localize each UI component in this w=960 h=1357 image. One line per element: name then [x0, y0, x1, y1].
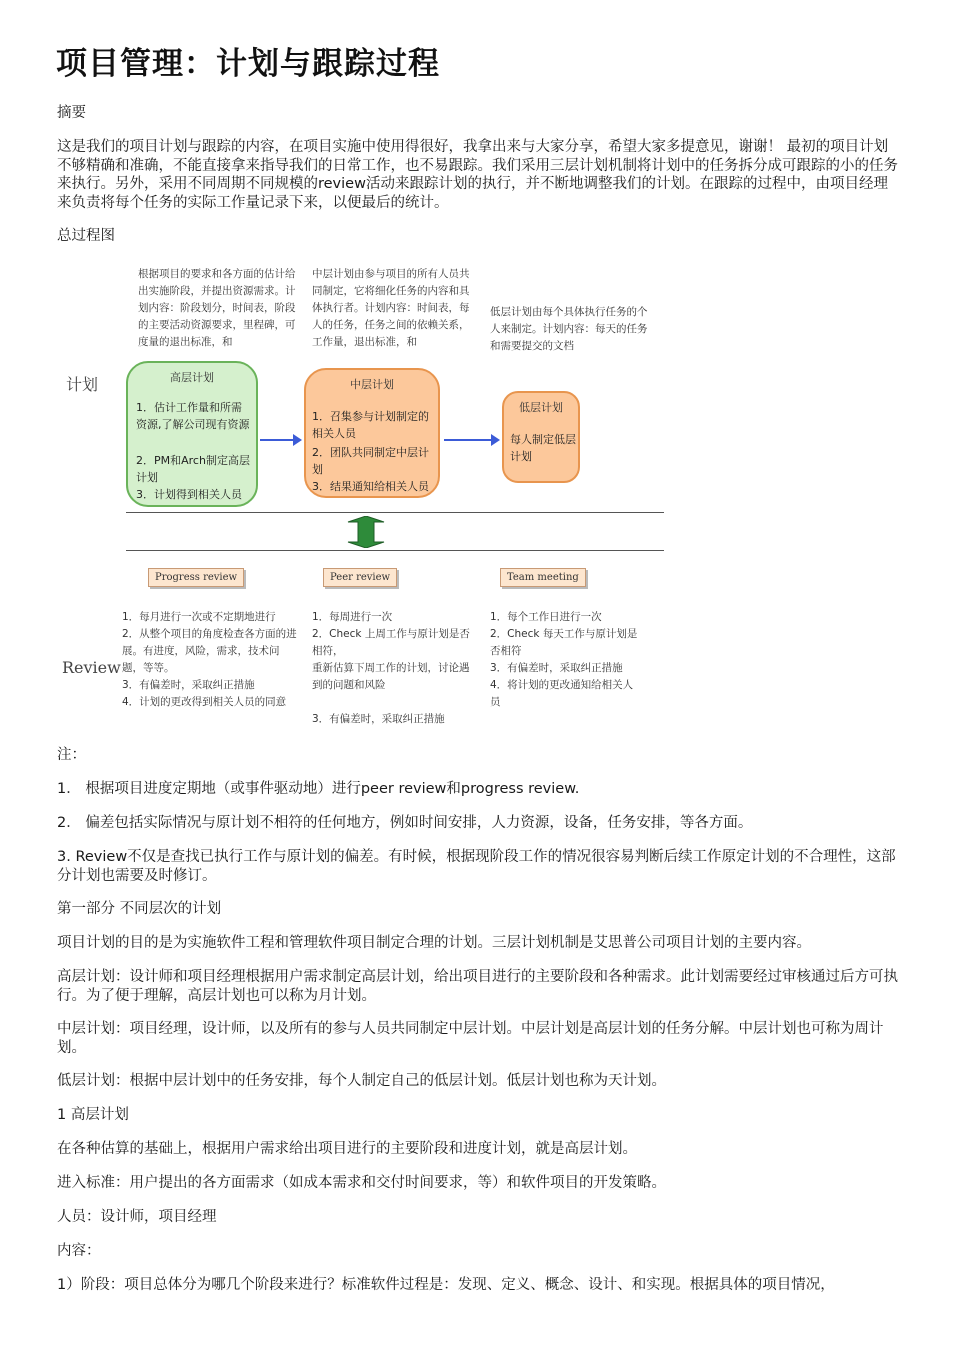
abstract-heading: 摘要 — [57, 105, 86, 121]
high-plan-step-1: 1．估计工作量和所需资源,了解公司现有资源 — [136, 401, 250, 431]
team-meeting-note-4: 4．将计划的更改通知给相关人员 — [490, 679, 634, 708]
high-plan-step-3: 3．计划得到相关人员 — [136, 488, 242, 501]
mid-plan-paragraph: 中层计划：项目经理，设计师，以及所有的参与人员共同制定中层计划。中层计划是高层计划的任务分解。中层计划也可称为周计划。 — [57, 1021, 884, 1056]
progress-review-note-3: 3．有偏差时，采取纠正措施 — [122, 679, 255, 691]
high-plan-note: 根据项目的要求和各方面的估计给出实施阶段，并提出资源需求。计划内容：阶段划分，时间表，阶段的主要活动资源要求，里程碑，可度量的退出标准，和 — [138, 268, 296, 348]
progress-review-note-4: 4．计划的更改得到相关人员的同意 — [122, 696, 287, 708]
mid-plan-step-2: 2．团队共同制定中层计划 — [312, 446, 429, 476]
low-plan-box-title: 低层计划 — [519, 401, 563, 414]
overview-heading: 总过程图 — [57, 228, 115, 244]
arrow-right-icon — [260, 439, 300, 441]
progress-review-note-2: 2．从整个项目的角度检查各方面的进展。有进度，风险，需求，技术问题，等等。 — [122, 628, 297, 674]
progress-review-tag: Progress review — [148, 568, 244, 587]
team-meeting-note-3: 3．有偏差时，采取纠正措施 — [490, 662, 623, 674]
part1-heading: 第一部分 不同层次的计划 — [57, 901, 222, 917]
mid-plan-step-3: 3．结果通知给相关人员 — [312, 480, 429, 493]
section1-intro: 在各种估算的基础上，根据用户需求给出项目进行的主要阶段和进度计划，就是高层计划。 — [57, 1141, 637, 1157]
note-2: 2． 偏差包括实际情况与原计划不相符的任何地方，例如时间安排，人力资源，设备，任务安排，等各方面。 — [57, 815, 753, 831]
peer-review-note-3: 重新估算下周工作的计划，讨论遇到的问题和风险 — [312, 662, 470, 691]
process-diagram — [60, 262, 680, 732]
peer-review-note-2: 2．Check 上周工作与原计划是否相符， — [312, 628, 470, 657]
section1-heading: 1 高层计划 — [57, 1107, 129, 1123]
team-meeting-tag: Team meeting — [500, 568, 586, 587]
peer-review-tag: Peer review — [323, 568, 397, 587]
divider-line — [126, 550, 664, 551]
part1-intro: 项目计划的目的是为实施软件工程和管理软件项目制定合理的计划。三层计划机制是艾思普公司项目计划的主要内容。 — [57, 935, 811, 951]
content-heading: 内容： — [57, 1243, 101, 1259]
note-3: 3. Review不仅是查找已执行工作与原计划的偏差。有时候，根据现阶段工作的情况很容易判断后续工作原定计划的不合理性，这部分计划也需要及时修订。 — [57, 849, 896, 884]
arrow-right-icon — [444, 439, 498, 441]
high-plan-paragraph: 高层计划：设计师和项目经理根据用户需求制定高层计划，给出项目进行的主要阶段和各种需求。此计划需要经过审核通过后方可执行。为了便于理解，高层计划也可以称为月计划。 — [57, 969, 898, 1004]
low-plan-box — [502, 391, 580, 483]
high-plan-box — [126, 361, 258, 507]
peer-review-note-1: 1．每周进行一次 — [312, 611, 393, 623]
peer-review-note-4: 3．有偏差时，采取纠正措施 — [312, 713, 445, 725]
low-plan-note: 低层计划由每个具体执行任务的个人来制定。计划内容：每天的任务和需要提交的文档 — [490, 306, 648, 352]
up-down-arrow-icon — [344, 516, 388, 548]
review-label: Review — [62, 658, 121, 677]
entry-criteria: 进入标准：用户提出的各方面需求（如成本需求和交付时间要求，等）和软件项目的开发策略。 — [57, 1175, 666, 1191]
team-meeting-note-2: 2．Check 每天工作与原计划是否相符 — [490, 628, 638, 657]
low-plan-step: 每人制定低层计划 — [510, 433, 576, 463]
mid-plan-box — [304, 368, 440, 498]
plan-label: 计划 — [66, 375, 99, 394]
notes-heading: 注： — [57, 747, 86, 763]
mid-plan-note: 中层计划由参与项目的所有人员共同制定，它将细化任务的内容和具体执行者。计划内容：时间表，每人的任务，任务之间的依赖关系，工作量，退出标准，和 — [312, 268, 470, 348]
team-meeting-note-1: 1．每个工作日进行一次 — [490, 611, 602, 623]
mid-plan-step-1: 1．召集参与计划制定的相关人员 — [312, 410, 429, 440]
divider-line — [126, 512, 664, 513]
low-plan-paragraph: 低层计划：根据中层计划中的任务安排，每个人制定自己的低层计划。低层计划也称为天计划。 — [57, 1073, 666, 1089]
mid-plan-box-title: 中层计划 — [350, 378, 394, 391]
content-item-1: 1）阶段：项目总体分为哪几个阶段来进行？标准软件过程是：发现、定义、概念、设计、和实现。根据具体的项目情况， — [57, 1277, 835, 1293]
intro-paragraph: 这是我们的项目计划与跟踪的内容，在项目实施中使用得很好，我拿出来与大家分享，希望大家多提意见，谢谢！ 最初的项目计划不够精确和准确，不能直接拿来指导我们的日常工作，也不易跟踪。我们采用三层计划机制将计划中的任务拆分成可跟踪的小的任务来执行。另外，采用不同周期不同规模的review活动来跟踪计划的执行，并不断地调整我们的计划。在跟踪的过程中，由项目经理来负责将每个任务的实际工作量记录下来，以便最后的统计。 — [57, 139, 898, 211]
note-1: 1． 根据项目进度定期地（或事件驱动地）进行peer review和progress review. — [57, 781, 580, 797]
high-plan-box-title: 高层计划 — [170, 371, 214, 384]
high-plan-step-2: 2．PM和Arch制定高层计划 — [136, 454, 250, 484]
progress-review-note-1: 1．每月进行一次或不定期地进行 — [122, 611, 276, 623]
page-title: 项目管理：计划与跟踪过程 — [56, 46, 440, 82]
staff-line: 人员：设计师，项目经理 — [57, 1209, 217, 1225]
